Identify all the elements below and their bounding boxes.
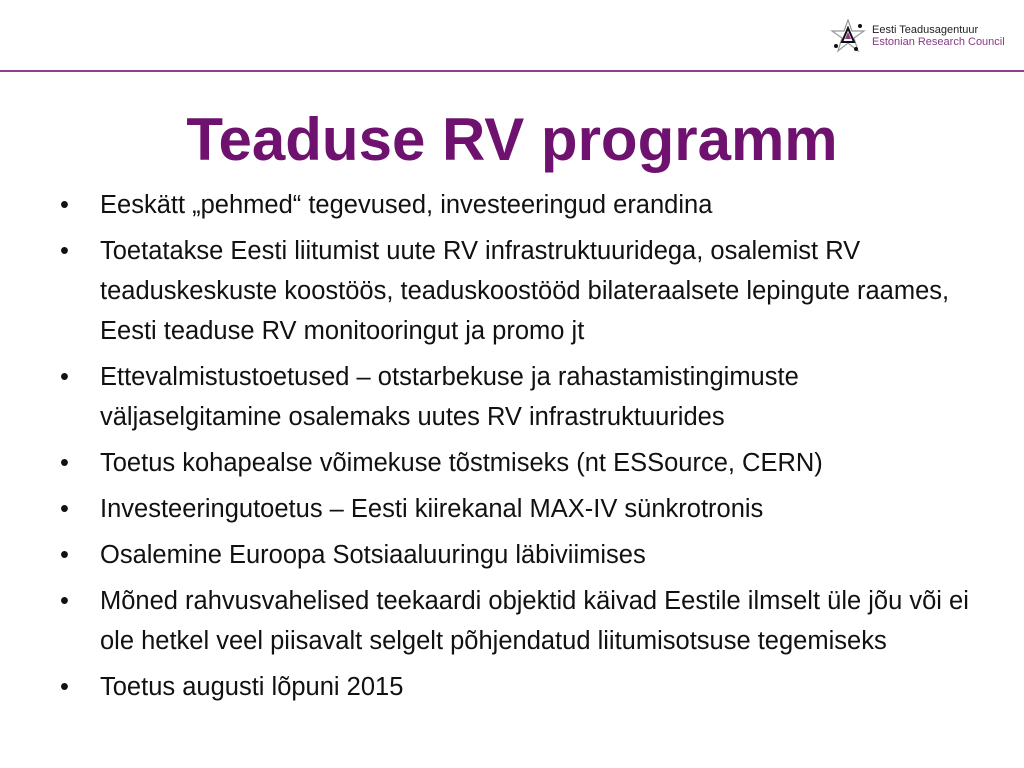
- bullet-text: Eeskätt „pehmed“ tegevused, investeeringud erandina: [100, 191, 713, 219]
- logo: [830, 18, 1005, 54]
- bullet-item: [60, 357, 980, 437]
- bullet-icon: •: [60, 363, 69, 391]
- logo-name-en: Estonian Research Council: [872, 36, 1005, 48]
- bullet-text: Mõned rahvusvahelised teekaardi objektid käivad Eestile ilmselt üle jõu või ei ole hetkel veel piisavalt selgelt põhjendatud liitumisotsuse tegemiseks: [100, 587, 969, 655]
- logo-name-et: Eesti Teadusagentuur: [872, 24, 979, 36]
- bullet-text: Toetatakse Eesti liitumist uute RV infrastruktuuridega, osalemist RV teaduskeskuste koostöös, teaduskoostööd bilateraalsete lepingute raames, Eesti teaduse RV monitooringut ja promo jt: [100, 237, 950, 345]
- bullet-icon: •: [60, 541, 69, 569]
- bullet-item: [60, 581, 980, 661]
- header-divider: [0, 70, 1024, 72]
- bullet-text: Toetus kohapealse võimekuse tõstmiseks (nt ESSource, CERN): [100, 449, 823, 477]
- bullet-item: [60, 185, 980, 225]
- bullet-list: [60, 185, 980, 713]
- bullet-icon: •: [60, 449, 69, 477]
- bullet-icon: •: [60, 495, 69, 523]
- bullet-text: Osalemine Euroopa Sotsiaaluuringu läbiviimises: [100, 541, 646, 569]
- bullet-text: Toetus augusti lõpuni 2015: [100, 673, 404, 701]
- bullet-text: Investeeringutoetus – Eesti kiirekanal MAX-IV sünkrotronis: [100, 495, 764, 523]
- bullet-item: [60, 667, 980, 707]
- bullet-item: [60, 443, 980, 483]
- bullet-item: [60, 231, 980, 351]
- slide-title: Teaduse RV programm: [186, 106, 838, 173]
- bullet-icon: •: [60, 237, 69, 265]
- bullet-icon: •: [60, 587, 69, 615]
- bullet-text: Ettevalmistustoetused – otstarbekuse ja rahastamistingimuste väljaselgitamine osalemaks uutes RV infrastruktuurides: [100, 363, 799, 431]
- bullet-item: [60, 535, 980, 575]
- bullet-icon: •: [60, 673, 69, 701]
- bullet-item: [60, 489, 980, 529]
- star-logo-icon: [830, 18, 866, 54]
- bullet-icon: •: [60, 191, 69, 219]
